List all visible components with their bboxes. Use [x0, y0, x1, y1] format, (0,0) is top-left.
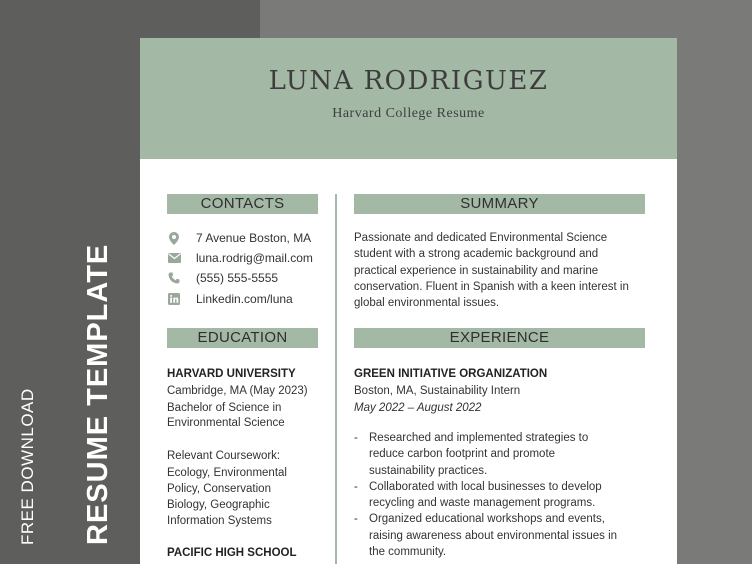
summary-text [354, 230, 629, 311]
experience-bullets [354, 430, 644, 560]
school1-degree-line2: Environmental Science [167, 417, 285, 429]
side-caption-big: RESUME TEMPLATE [82, 243, 114, 545]
coursework-line: Biology, Geographic [167, 499, 270, 511]
contact-linkedin-text[interactable]: Linkedin.com/luna [196, 292, 293, 306]
school2-name: PACIFIC HIGH SCHOOL [167, 547, 297, 559]
summary-heading: SUMMARY [354, 194, 645, 214]
school1-location: Cambridge, MA (May 2023) [167, 385, 308, 397]
contact-linkedin [167, 290, 293, 308]
experience-org: GREEN INITIATIVE ORGANIZATION [354, 368, 548, 380]
contact-email [167, 249, 313, 267]
bullet-line: raising awareness about environmental issues in [369, 529, 618, 542]
bullet-line: Researched and implemented strategies to [369, 432, 589, 444]
summary-line: conservation. Fluent in Spanish with a keen interest in [354, 280, 629, 293]
experience-bullet: - Organized educational workshops and events, raising awareness about environmental issues in the community. [354, 511, 644, 560]
resume-header [140, 38, 677, 159]
resume-subtitle: Harvard College Resume [332, 106, 485, 121]
summary-line: Passionate and dedicated Environmental Science [354, 232, 608, 244]
bullet-line: reduce carbon footprint and promote [369, 448, 556, 461]
contact-address [167, 229, 311, 247]
summary-line: global environmental issues. [354, 297, 500, 310]
experience-role: Boston, MA, Sustainability Intern [354, 385, 521, 397]
coursework-line: Ecology, Environmental [167, 467, 287, 479]
bullet-line: Collaborated with local businesses to develop [369, 480, 602, 493]
envelope-icon [167, 251, 181, 265]
contact-phone [167, 269, 278, 287]
linkedin-icon [167, 292, 181, 306]
school1-name: HARVARD UNIVERSITY [167, 368, 296, 380]
bullet-line: sustainability practices. [369, 464, 488, 477]
bullet-line: recycling and waste management programs. [369, 497, 596, 510]
location-pin-icon [167, 231, 181, 245]
resume-page [140, 38, 677, 564]
bullet-line: the community. [369, 546, 447, 559]
summary-line: student with a strong academic background and [354, 248, 599, 261]
education-heading: EDUCATION [167, 328, 318, 348]
summary-line: practical experience in sustainability and marine [354, 264, 599, 277]
experience-heading: EXPERIENCE [354, 328, 645, 348]
coursework-line: Information Systems [167, 515, 272, 527]
coursework-line: Relevant Coursework: [167, 450, 281, 462]
contact-email-text[interactable]: luna.rodrig@mail.com [196, 251, 313, 265]
experience-bullet: - Researched and implemented strategies to reduce carbon footprint and promote sustainability practices. [354, 430, 644, 479]
column-divider [335, 194, 337, 564]
contact-phone-text: (555) 555-5555 [196, 271, 279, 285]
contact-address-text: 7 Avenue Boston, MA [196, 231, 312, 245]
experience-bullet: - Collaborated with local businesses to develop recycling and waste management programs. [354, 479, 644, 512]
contacts-heading: CONTACTS [167, 194, 318, 214]
resume-name: LUNA RODRIGUEZ [268, 66, 549, 96]
side-caption-small: FREE DOWNLOAD [18, 388, 37, 545]
coursework-line: Policy, Conservation [167, 483, 271, 495]
phone-icon [167, 271, 181, 285]
bullet-line: Organized educational workshops and events, [369, 513, 605, 526]
experience-dates: May 2022 – August 2022 [354, 402, 482, 414]
school1-degree-line1: Bachelor of Science in [167, 402, 282, 414]
